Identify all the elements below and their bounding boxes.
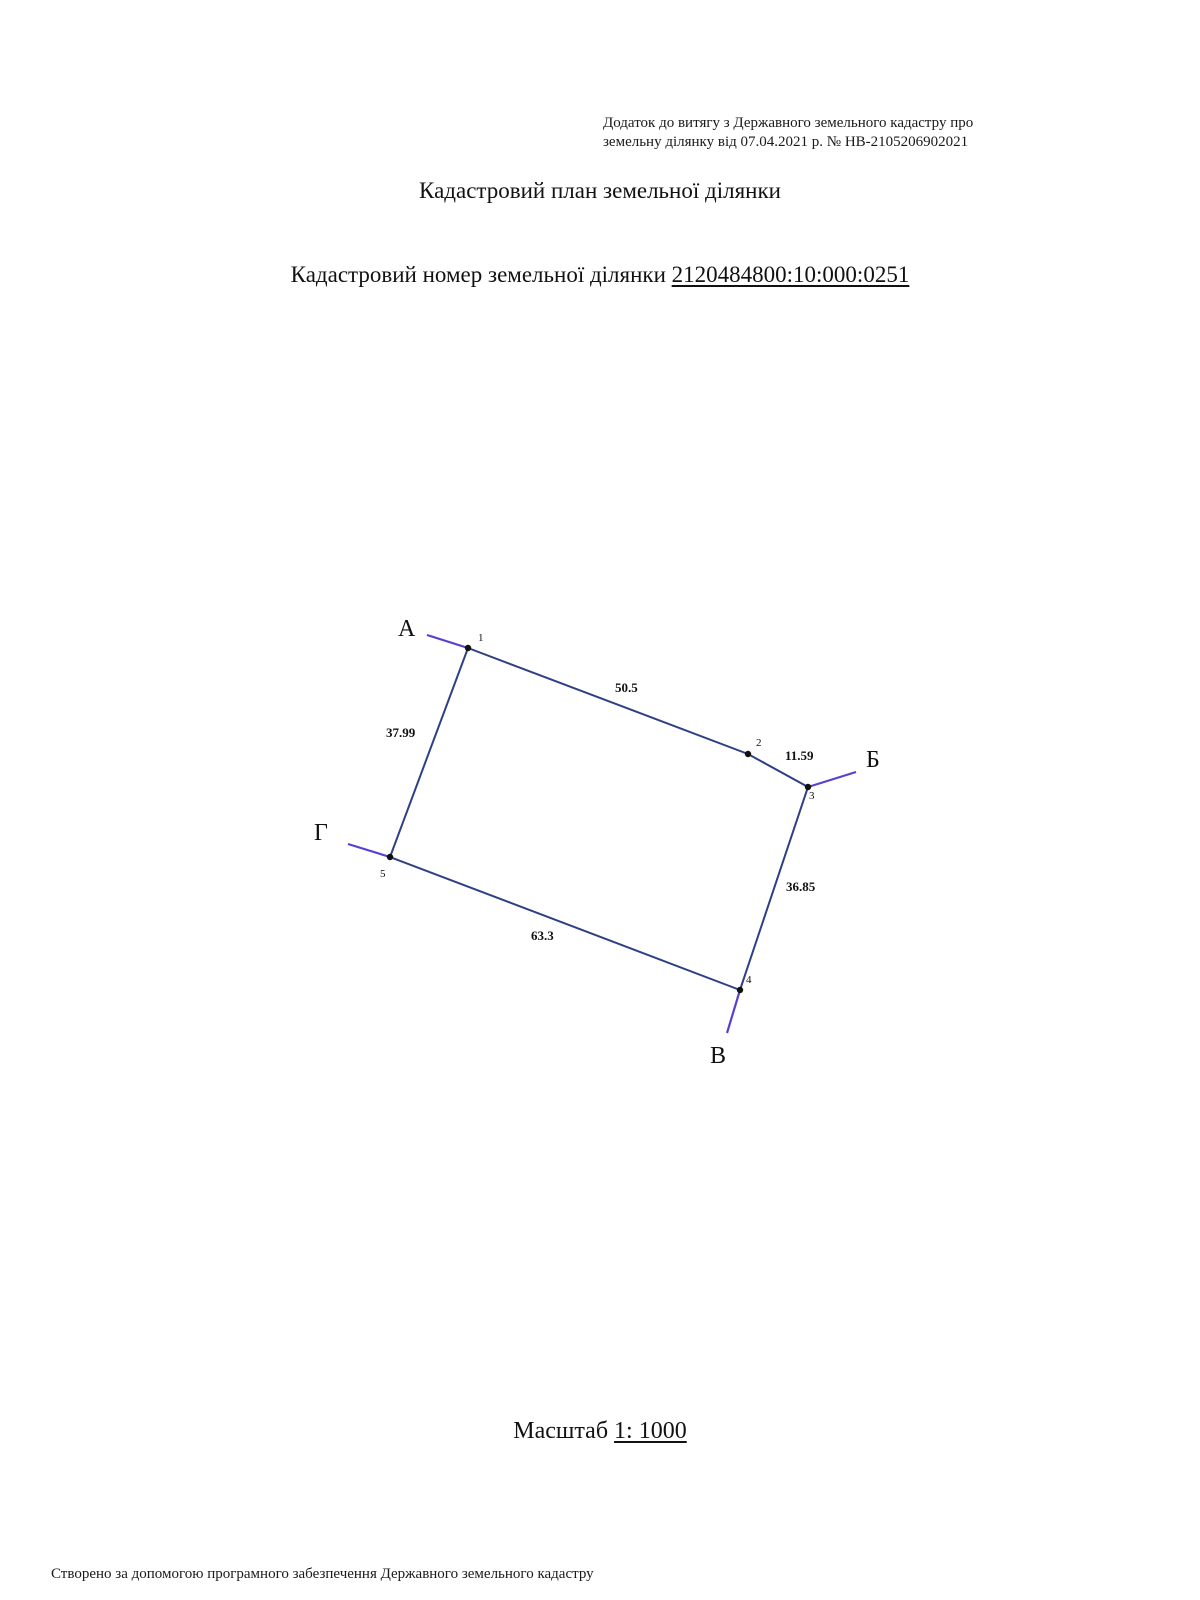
side-5-1-length: 37.99 (386, 725, 416, 740)
side-3-4-length: 36.85 (786, 879, 816, 894)
vertex-3-label: 3 (809, 790, 815, 802)
extract-reference-line-2: земельну ділянку від 07.04.2021 р. № НВ-2105206902021 (603, 134, 969, 150)
vertex-4-label: 4 (746, 974, 752, 986)
footer-note: Створено за допомогою програмного забезпечення Державного земельного кадастру (51, 1566, 594, 1582)
cadastral-number-label: Кадастровий номер земельної ділянки (290, 262, 666, 287)
vertex-2 (745, 751, 751, 757)
extract-reference-line-1: Додаток до витягу з Державного земельного кадастру про (603, 115, 974, 131)
vertex-1 (465, 645, 471, 651)
adjacent-line-v (727, 990, 740, 1033)
side-2-3-length: 11.59 (785, 748, 814, 763)
vertex-5-label: 5 (380, 868, 386, 880)
vertex-5 (387, 854, 393, 860)
adjacent-line-g (348, 844, 390, 857)
adjacent-label-v: В (710, 1043, 727, 1069)
side-4-5-length: 63.3 (531, 928, 554, 943)
vertex-2-label: 2 (756, 737, 762, 749)
adjacent-label-a: А (398, 616, 416, 642)
scale-value: 1: 1000 (614, 1418, 687, 1444)
cadastral-number-value: 2120484800:10:000:0251 (671, 262, 910, 287)
adjacent-label-b: Б (866, 747, 880, 773)
vertex-1-label: 1 (478, 632, 484, 644)
adjacent-line-a (427, 635, 468, 648)
adjacent-line-b (808, 772, 856, 787)
vertex-4 (737, 987, 743, 993)
side-1-2-length: 50.5 (615, 680, 638, 695)
scale-line (0, 1418, 1200, 1445)
scale-label: Масштаб (513, 1418, 609, 1444)
page-title: Кадастровий план земельної ділянки (419, 178, 781, 203)
plot-boundary (390, 648, 808, 990)
adjacent-label-g: Г (314, 820, 328, 846)
